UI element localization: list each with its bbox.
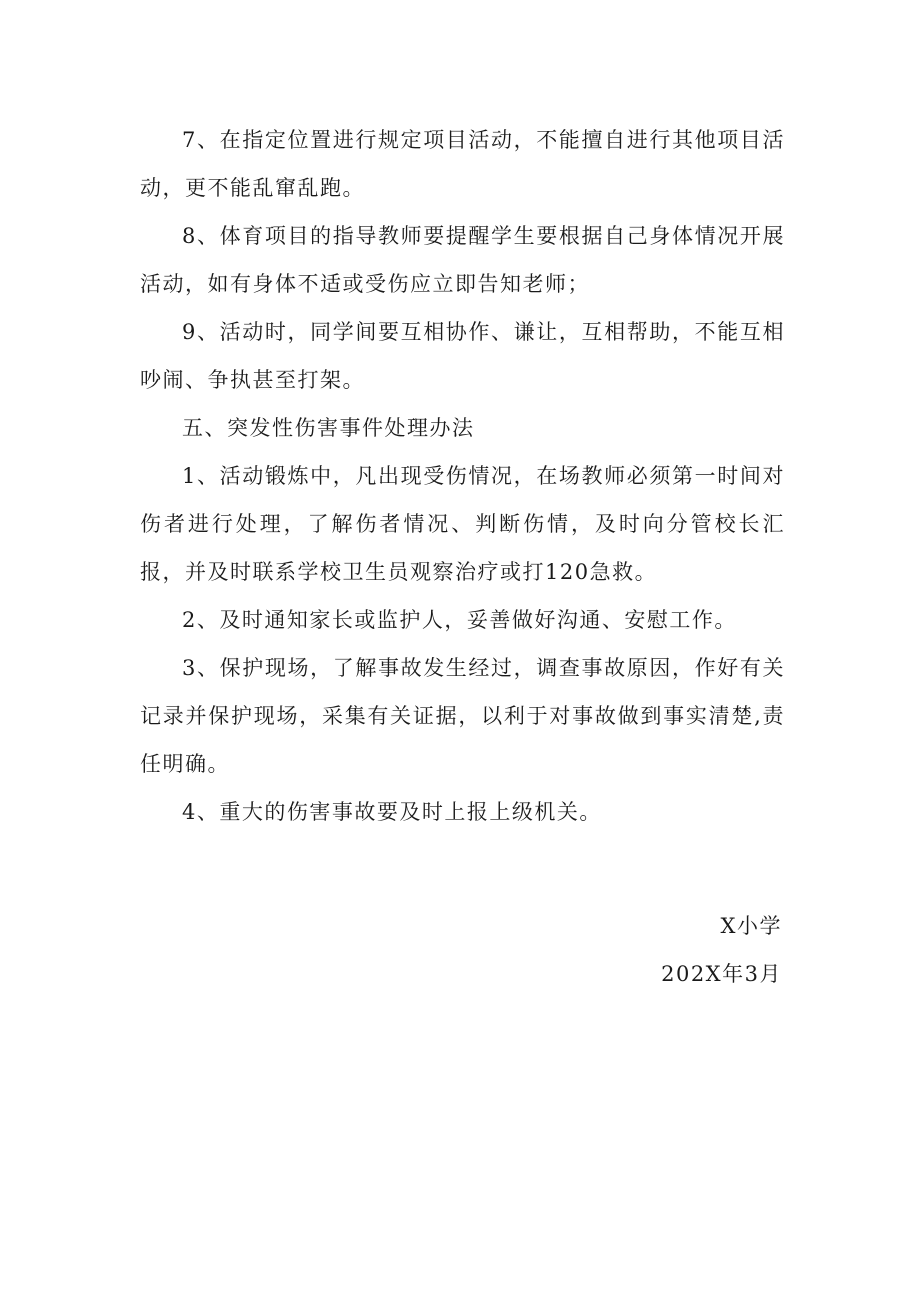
signature-organization: X小学 (720, 914, 782, 938)
paragraph-item-7: 7、在指定位置进行规定项目活动，不能擅自进行其他项目活动，更不能乱窜乱跑。 (140, 128, 785, 200)
paragraph-item-1: 1、活动锻炼中，凡出现受伤情况，在场教师必须第一时间对伤者进行处理，了解伤者情况、判断伤情，及时向分管校长汇报，并及时联系学校卫生员观察治疗或打120急救。 (140, 464, 785, 584)
signature-block (661, 902, 782, 998)
document-body (140, 116, 785, 836)
paragraph-item-9: 9、活动时，同学间要互相协作、谦让，互相帮助，不能互相吵闹、争执甚至打架。 (140, 320, 785, 392)
paragraph-item-2: 2、及时通知家长或监护人，妥善做好沟通、安慰工作。 (182, 608, 737, 632)
paragraph-item-3: 3、保护现场，了解事故发生经过，调查事故原因，作好有关记录并保护现场，采集有关证据，以利于对事故做到事实清楚,责任明确。 (140, 656, 785, 776)
signature-date: 202X年3月 (661, 962, 782, 986)
section-heading-5: 五、突发性伤害事件处理办法 (182, 416, 475, 440)
paragraph-item-8: 8、体育项目的指导教师要提醒学生要根据自己身体情况开展活动，如有身体不适或受伤应立即告知老师； (140, 224, 785, 296)
paragraph-item-4: 4、重大的伤害事故要及时上报上级机关。 (182, 800, 602, 824)
